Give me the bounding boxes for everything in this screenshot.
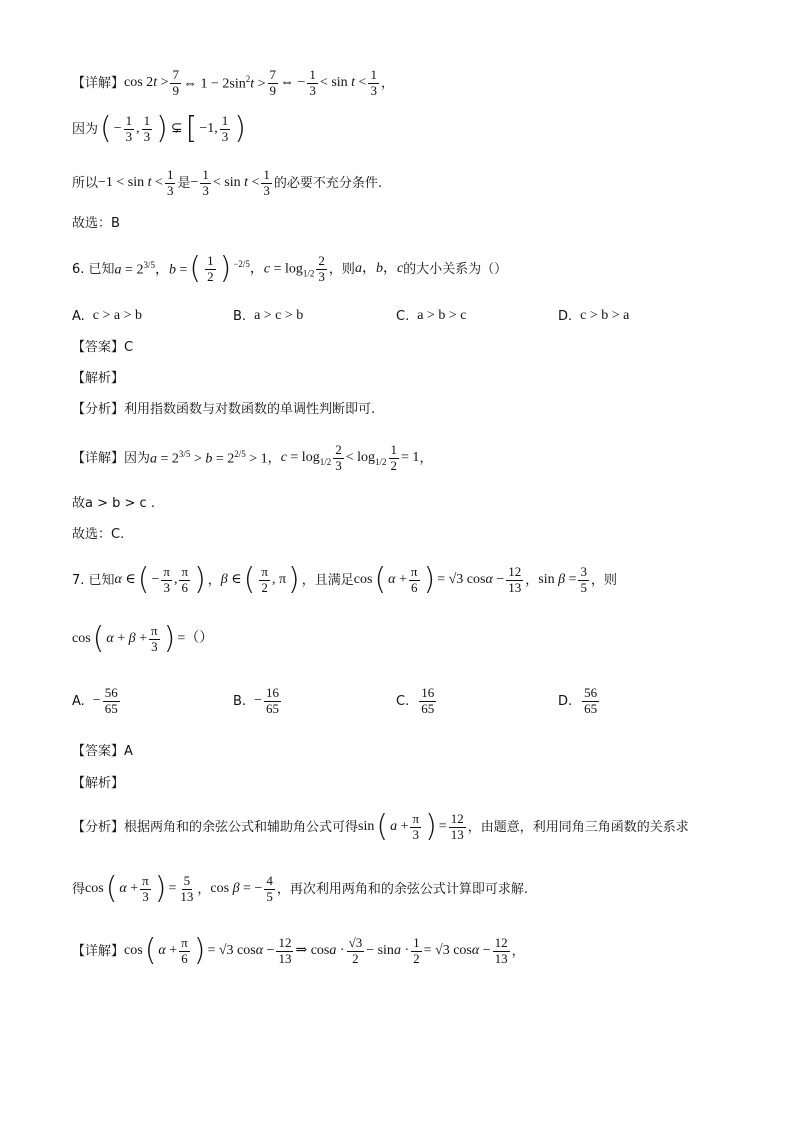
q7-option-b[interactable]: B. − $\frac{16}{65}$ (233, 685, 279, 716)
q6-option-a[interactable]: A. c > a > b (72, 308, 143, 324)
q7-analysis-line1: 【分析】根据两角和的余弦公式和辅助角公式可得 sin ( a + $\frac{\pi}{3}$ ) = $\frac{12}{13}$ ，由题意，利用同角三角函数的关系求 (72, 809, 689, 845)
q7-analysis-line2: 得 cos ( α + $\frac{\pi}{3}$ ) = $\frac{5}{13}$ ， cos β = − $\frac{4}{5}$ ，再次利用两角和的余弦公式计算即可求解. (72, 871, 528, 907)
q7-stem2: cos ( α + β + $\frac{\pi}{3}$ ) =（） (72, 621, 214, 657)
q7-option-a[interactable]: A. − $\frac{56}{65}$ (72, 685, 118, 716)
q6-stem: 6. 已知 $a = 2^{3/5}$，b = ( 1 2 ) $^{-2/5}$，$c = \log_{1/2}$ 2 3 ，则 a，b，c 的大小关系为（） (72, 251, 508, 287)
detail-tag: 【详解】 (72, 75, 125, 91)
q6-analysis: 【分析】利用指数函数与对数函数的单调性判断即可. (72, 402, 376, 417)
q5-choice: 故选：B (72, 216, 120, 231)
q7-answer: 【答案】A (72, 744, 133, 759)
q6-option-d[interactable]: D. c > b > a (558, 308, 630, 324)
q5-reason-line: 因为 ( − $\frac{1}{3}$ , 1 3 ) ⊊ [ −1, 1 3 ) (72, 111, 246, 147)
q7-analysis-tag: 【解析】 (72, 776, 125, 791)
q6-answer: 【答案】C (72, 340, 134, 355)
q7-option-c[interactable]: C. 16 65 (396, 685, 435, 716)
q6-choice: 故选：C. (72, 527, 125, 542)
q7-option-d[interactable]: D. 56 65 (558, 685, 598, 716)
q6-option-c[interactable]: C. a > b > c (396, 308, 467, 324)
q6-analysis-tag: 【解析】 (72, 371, 125, 386)
q7-detail: 【详解】 cos ( α + $\frac{\pi}{6}$ ) = √3 cosα − $\frac{12}{13}$ ⇒ cosa · √3 2 − sina · $\frac{1}{2}$ = √3 cosα − $\frac{12}{13}$ ， (72, 933, 525, 969)
q5-detail-line: 【详解】 cos 2t > 7 9 ⇔ $1 - 2\sin^2t$ > 7 9 ⇔ − $\frac{1}{3}$ < sin t < 1 3 ， (72, 67, 394, 98)
q6-detail: 【详解】因为 $a = 2^{3/5} > b = 2^{2/5} > 1$ ， $c = \log_{1/2}$ 2 3 < $\log_{1/2}$ $\frac{1}{2}$ = 1 ， (72, 442, 433, 473)
q7-stem: 7. 已知 α ∈ ( − $\frac{\pi}{3}$ , π 6 ) ， β ∈ ( π 2 , π ) ，且满足 cos ( α + $\frac{\pi}{6}$ ) = √3 cosα − $\frac{12}{13}$ ， sin β = $\frac{3}{5}$ ，则 (72, 562, 617, 598)
q5-conclusion-line: 所以 −1 < sin t < 1 3 是 − $\frac{1}{3}$ < sin t < 1 3 的必要不充分条件. (72, 167, 383, 198)
q6-so: 故a > b > c . (72, 496, 155, 511)
q6-option-b[interactable]: B. a > c > b (233, 308, 304, 324)
